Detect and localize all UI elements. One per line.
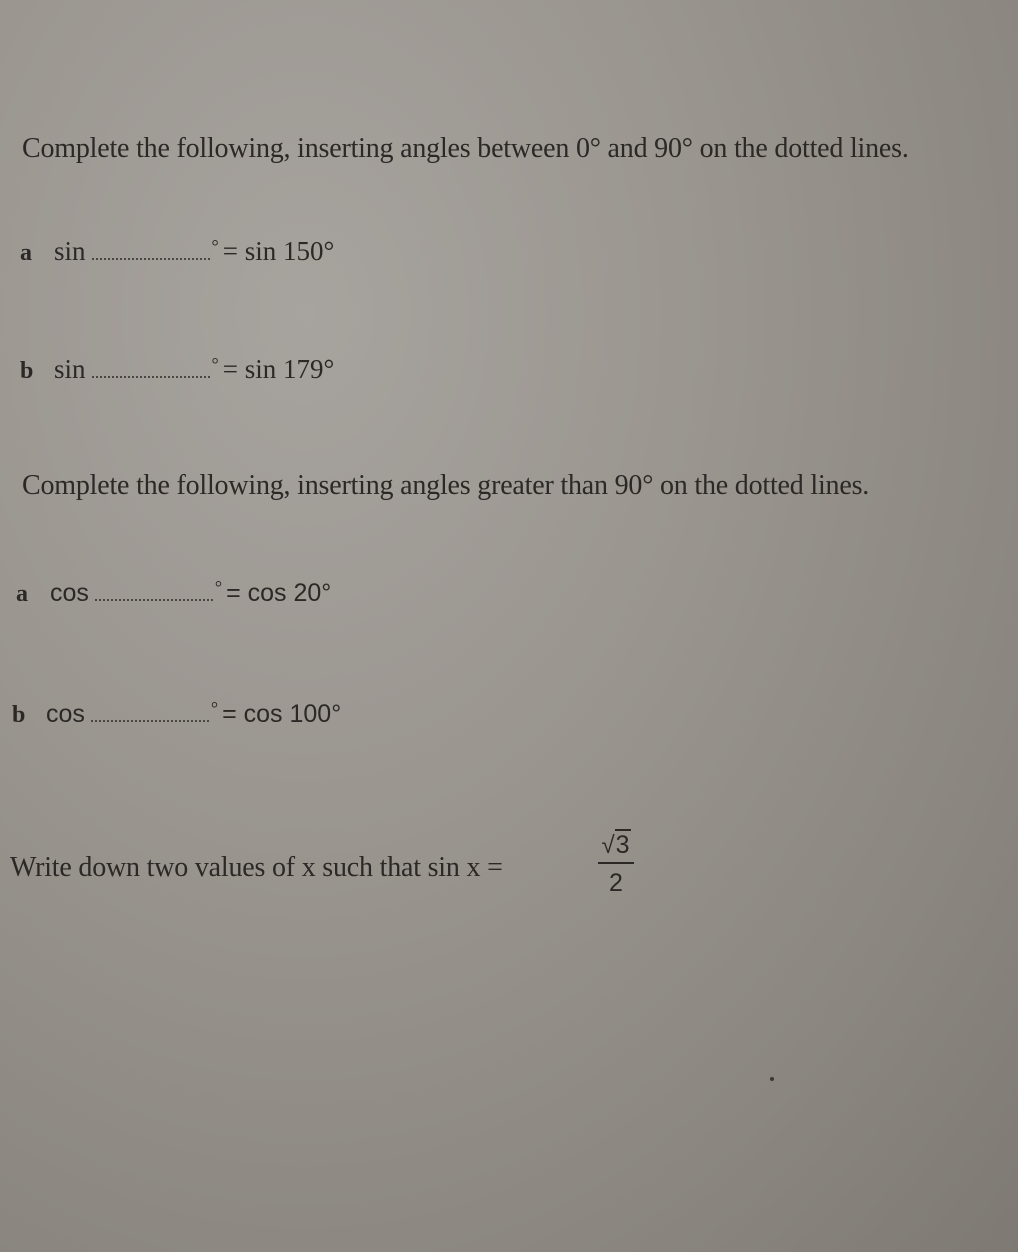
- function-name: cos: [46, 700, 85, 728]
- equation-rhs: = sin 179°: [222, 354, 335, 384]
- question-1b: [20, 354, 334, 385]
- degree-symbol: °: [211, 236, 219, 256]
- dotted-answer-line[interactable]: [95, 581, 213, 601]
- item-letter: b: [12, 702, 26, 728]
- function-name: sin: [54, 236, 86, 266]
- function-name: sin: [54, 354, 86, 384]
- dotted-answer-line[interactable]: [91, 702, 209, 722]
- question-2a: [16, 577, 331, 608]
- fraction-numerator: [596, 828, 636, 862]
- instruction-sin-values: Write down two values of x such that sin x =: [10, 852, 503, 883]
- item-letter: b: [20, 358, 34, 384]
- dotted-answer-line[interactable]: [92, 358, 210, 378]
- fraction-root3-over-2: [596, 828, 636, 898]
- equation-rhs: = cos 20°: [226, 579, 332, 607]
- question-2b: [12, 698, 341, 729]
- degree-symbol: °: [210, 698, 219, 718]
- item-letter: a: [16, 581, 28, 607]
- instruction-angles-greater-90: Complete the following, inserting angles greater than 90° on the dotted lines.: [22, 470, 870, 501]
- stray-dot: [770, 1077, 774, 1081]
- instruction-angles-0-90: Complete the following, inserting angles between 0° and 90° on the dotted lines.: [22, 133, 909, 164]
- degree-symbol: °: [214, 577, 223, 597]
- item-letter: a: [20, 240, 32, 266]
- dotted-answer-line[interactable]: [92, 240, 210, 260]
- question-1a: [20, 236, 334, 267]
- sqrt-symbol: √: [601, 832, 615, 859]
- fraction-denominator: 2: [609, 869, 623, 897]
- equation-rhs: = sin 150°: [222, 236, 335, 266]
- radicand: 3: [615, 831, 630, 859]
- degree-symbol: °: [211, 354, 219, 374]
- function-name: cos: [50, 579, 89, 607]
- equation-rhs: = cos 100°: [222, 700, 342, 728]
